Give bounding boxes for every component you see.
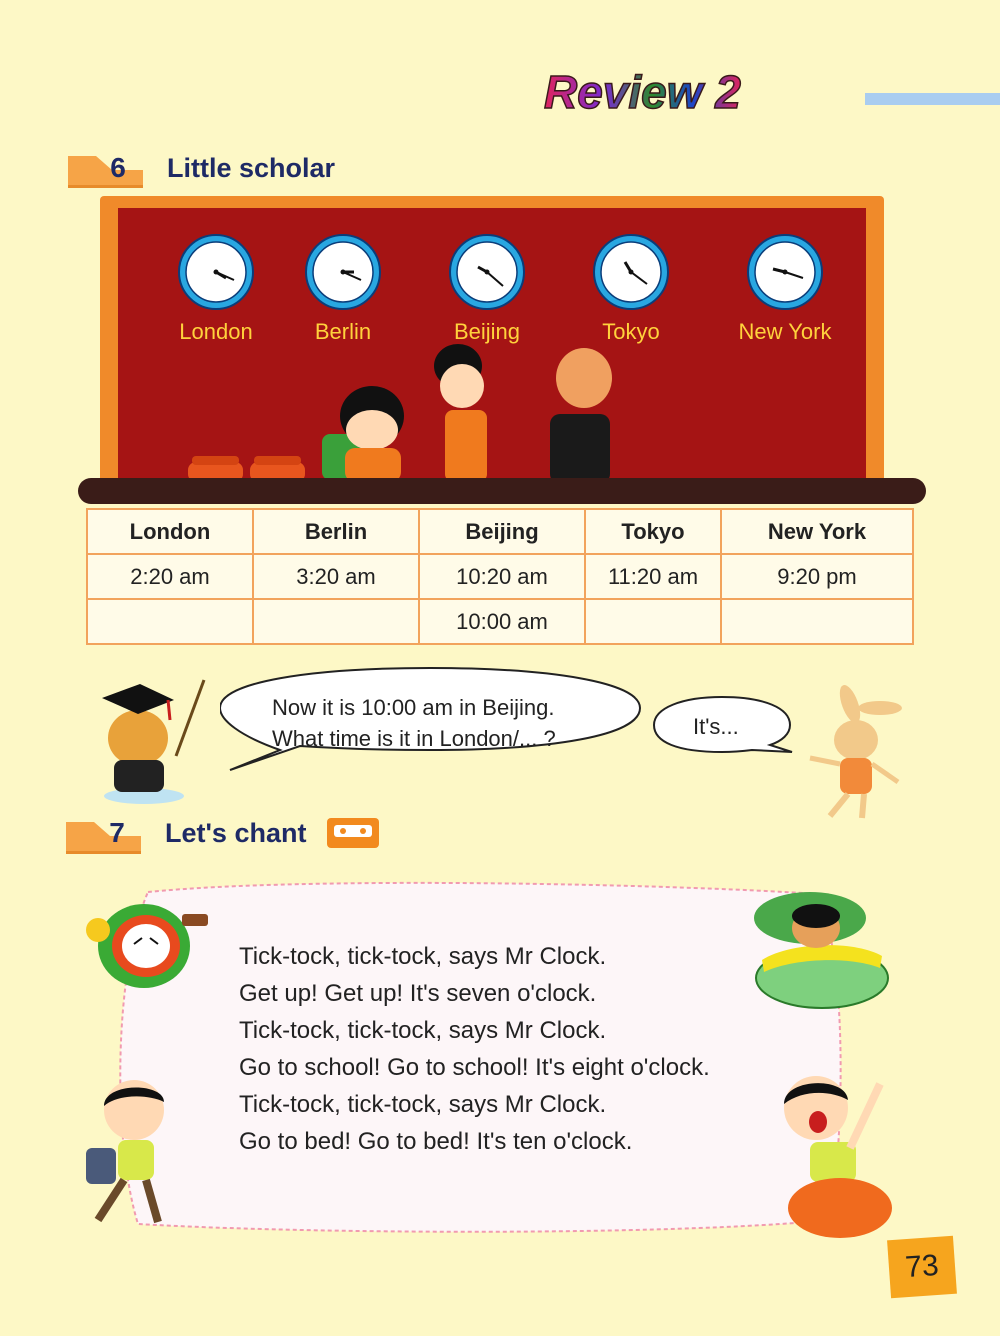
chant-line: Tick-tock, tick-tock, says Mr Clock. (239, 943, 607, 970)
rabbit-icon (800, 684, 915, 824)
alarm-clock-icon (64, 884, 224, 1000)
man-icon (550, 348, 612, 483)
table-header-cell: Tokyo (585, 509, 721, 554)
sleeping-boy-icon (750, 890, 895, 1010)
table-cell: 2:20 am (87, 554, 253, 599)
clock-new-york (730, 232, 840, 345)
table-header-cell: London (87, 509, 253, 554)
chant-line: Tick-tock, tick-tock, says Mr Clock. (239, 1017, 607, 1044)
city-label-beijing: Beijing (453, 319, 521, 344)
wall-clock-icon (301, 232, 385, 312)
city-label-london: London (179, 319, 253, 344)
reception-desk-illustration (180, 338, 640, 483)
speech-bubble-right-text: It's... (693, 714, 739, 739)
chant-line: Go to school! Go to school! It's eight o'clock. (239, 1054, 710, 1081)
table-cell-blank[interactable] (253, 599, 419, 644)
page-number: 73 (904, 1248, 940, 1285)
chant-lyrics (239, 938, 710, 1160)
review-title-text: Review 2 (544, 66, 741, 118)
title-rule (865, 93, 1000, 105)
professor-bear-icon (88, 676, 208, 806)
section-number: 7 (109, 817, 125, 848)
table-cell: 11:20 am (585, 554, 721, 599)
table-cell-blank[interactable] (87, 599, 253, 644)
table-row (87, 554, 913, 599)
wall-clock-icon (743, 232, 827, 312)
table-cell: 10:20 am (419, 554, 585, 599)
section-number: 6 (110, 152, 126, 183)
wall-clock-icon (589, 232, 673, 312)
review-title (540, 66, 880, 126)
chant-line: Go to bed! Go to bed! It's ten o'clock. (239, 1128, 633, 1155)
table-cell-blank[interactable] (585, 599, 721, 644)
page-number-badge (887, 1236, 957, 1298)
clock-beijing (432, 232, 542, 345)
clock-tokyo (576, 232, 686, 345)
time-zone-table (86, 508, 914, 645)
city-label-berlin: Berlin (314, 319, 372, 344)
cassette-tape-icon[interactable] (326, 817, 380, 849)
table-header-cell: New York (721, 509, 913, 554)
yawning-boy-icon (770, 1070, 900, 1242)
table-header-cell: Beijing (419, 509, 585, 554)
bubble-line-1: Now it is 10:00 am in Beijing. (272, 695, 555, 720)
wall-clock-icon (174, 232, 258, 312)
city-label-new-york: New York (738, 319, 832, 344)
chant-line: Tick-tock, tick-tock, says Mr Clock. (239, 1091, 607, 1118)
counter-desk (78, 478, 926, 504)
running-boy-icon (78, 1076, 178, 1236)
wall-clock-icon (445, 232, 529, 312)
table-cell: 3:20 am (253, 554, 419, 599)
section-title: Little scholar (167, 153, 336, 183)
section-title: Let's chant (165, 818, 307, 848)
speech-bubble-left-text (272, 692, 632, 754)
table-header-cell: Berlin (253, 509, 419, 554)
table-cell: 10:00 am (419, 599, 585, 644)
table-header-row (87, 509, 913, 554)
clock-berlin (288, 232, 398, 345)
bubble-line-2: What time is it in London/... ? (272, 726, 556, 751)
table-cell-blank[interactable] (721, 599, 913, 644)
city-label-tokyo: Tokyo (602, 319, 660, 344)
table-row (87, 599, 913, 644)
table-cell: 9:20 pm (721, 554, 913, 599)
tourist-girl-icon (434, 344, 487, 482)
chant-line: Get up! Get up! It's seven o'clock. (239, 980, 597, 1007)
clock-london (161, 232, 271, 345)
receptionist-girl-icon (322, 386, 404, 482)
